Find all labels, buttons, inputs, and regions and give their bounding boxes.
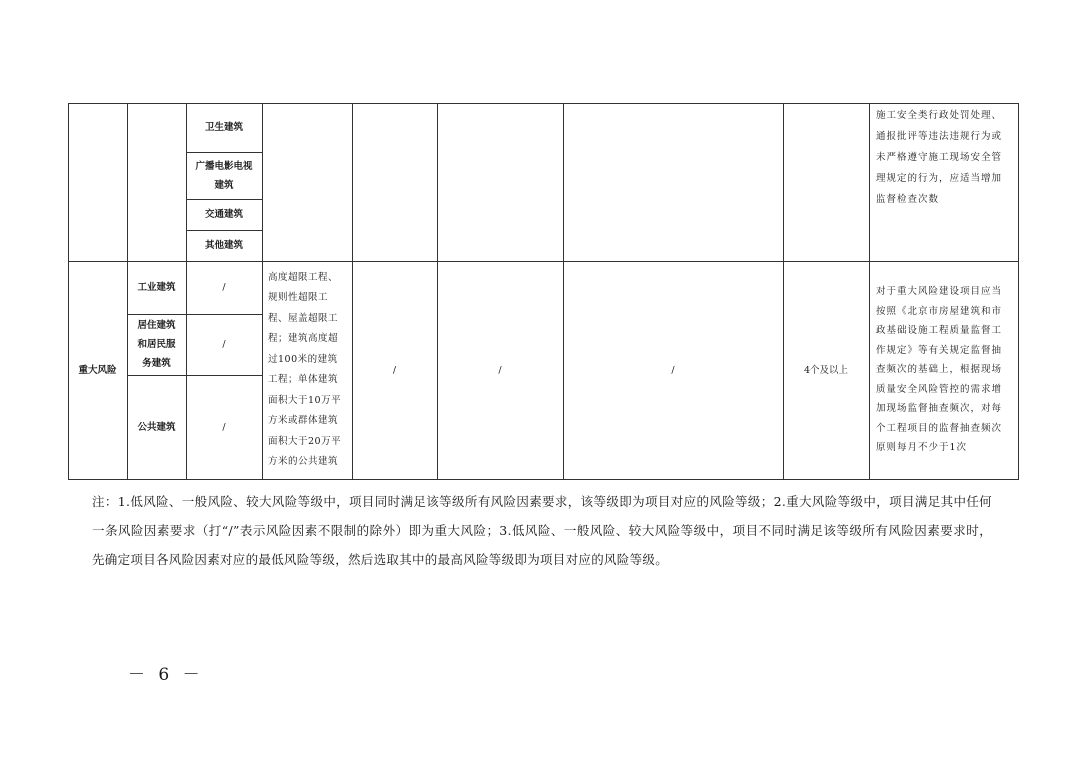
value-cell: / [671,364,675,376]
table-note: 注：1.低风险、一般风险、较大风险等级中，项目同时满足该等级所有风险因素要求，该等级即为项目对应的风险等级；2.重大风险等级中，项目满足其中任何一条风险因素要求（打“/”表示风险因素不限制的除外）即为重大风险；3.低风险、一般风险、较大风险等级中，项目不同时满足该等级所有风险因素要求时，先确定项目各风险因素对应的最低风险等级，然后选取其中的最高风险等级即为项目对应的风险等级。 [92,494,992,567]
risk-level-cell: 重大风险 [78,364,117,376]
building-type-cell: 卫生建筑 [204,122,243,133]
building-type-cell: 其他建筑 [204,240,243,251]
building-type-cell: 工业建筑 [137,282,176,293]
measures-cell: 施工安全类行政处罚处理、通报批评等违法违规行为或未严格遵守施工现场安全管理规定的行为，应适当增加监督检查次数 [876,110,1003,205]
type-value-cell: / [222,282,226,293]
scale-cell: 高度超限工程、规则性超限工程、屋盖超限工程；建筑高度超过100米的建筑工程；单体建筑面积大于10万平方米或群体建筑面积大于20万平方米的公共建筑 [268,271,342,467]
table-border-right [1018,103,1019,480]
frequency-cell: 4个及以上 [803,364,849,376]
type-value-cell: / [222,421,226,433]
type-value-cell: / [222,339,226,350]
measures-cell: 对于重大风险建设项目应当按照《北京市房屋建筑和市政基础设施工程质量监督工作规定》等有关规定监督抽查频次的基础上，根据现场质量安全风险管控的需求增加现场监督抽查频次，对每个工程项目的监督抽查频次原则每月不少于1次 [876,286,1003,454]
building-type-cell: 广播电影电视建筑 [195,160,253,191]
value-cell: / [392,364,397,376]
building-type-cell: 居住建筑和居民服务建筑 [137,320,176,369]
page-number: － 6 － [128,665,204,685]
building-type-cell: 公共建筑 [137,421,176,433]
table-border-bottom [68,479,1019,480]
value-cell: / [498,364,502,376]
building-type-cell: 交通建筑 [204,209,243,220]
